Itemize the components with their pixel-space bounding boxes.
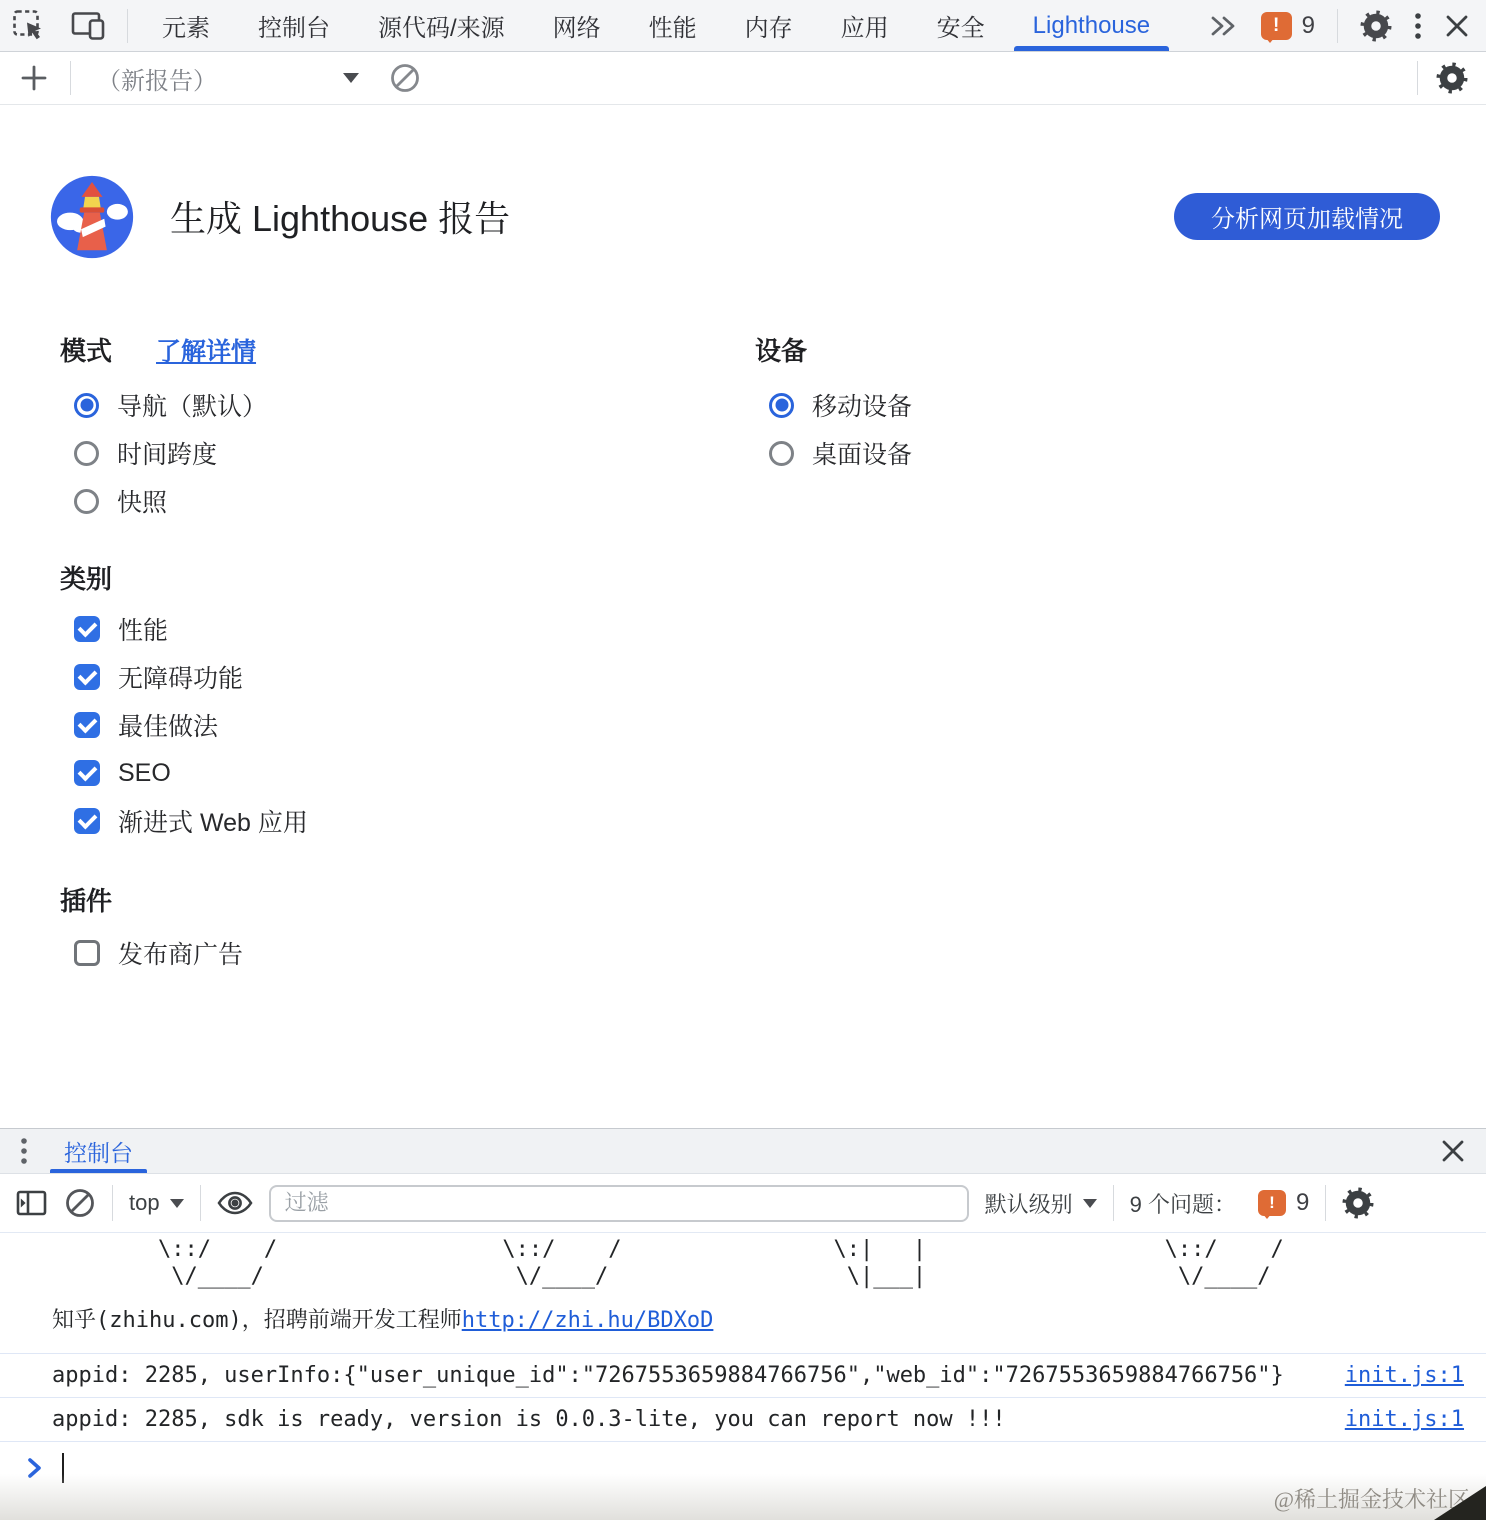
category-label: 最佳做法 (118, 713, 219, 741)
console-issues-indicator[interactable] (1258, 1189, 1309, 1217)
checkbox-unchecked-icon[interactable] (74, 940, 100, 966)
plugins-heading: 插件 (60, 886, 113, 916)
console-message-link[interactable]: http://zhi.hu/BDXoD (461, 1308, 714, 1333)
devtools-tabbar (0, 0, 1486, 52)
device-heading: 设备 (755, 336, 808, 366)
learn-more-link[interactable]: 了解详情 (156, 338, 257, 366)
category-label: 性能 (118, 617, 169, 645)
ascii-art-line: \/____/ \/____/ \|___| \/____/ (52, 1264, 1271, 1289)
log-level-select[interactable] (985, 1188, 1097, 1219)
console-drawer (0, 1128, 1486, 1494)
device-option-label: 桌面设备 (812, 441, 913, 469)
radio-selected-icon[interactable] (74, 393, 99, 418)
category-pwa[interactable] (60, 807, 308, 835)
mode-option-label: 快照 (117, 489, 168, 517)
plugins-section (60, 881, 243, 967)
page-title: 生成 Lighthouse 报告 (170, 198, 511, 240)
radio-icon[interactable] (74, 489, 99, 514)
tabbar-right-controls (1209, 9, 1470, 43)
execution-context-select[interactable] (129, 1190, 184, 1216)
mode-option-navigation[interactable] (60, 391, 267, 419)
device-option-mobile[interactable] (755, 391, 912, 419)
log-level-value: 默认级别 (984, 1191, 1073, 1217)
divider (70, 61, 71, 95)
radio-icon[interactable] (769, 441, 794, 466)
mode-heading: 模式 (60, 336, 113, 366)
category-label: 无障碍功能 (118, 665, 244, 693)
category-seo[interactable] (60, 759, 308, 787)
console-message-text: 知乎(zhihu.com)，招聘前端开发工程师 (52, 1308, 462, 1333)
console-message (0, 1398, 1486, 1442)
radio-icon[interactable] (74, 441, 99, 466)
tab-application[interactable]: 应用 (840, 15, 889, 42)
analyze-page-load-button[interactable]: 分析网页加载情况 (1174, 193, 1440, 240)
console-prompt[interactable] (0, 1442, 1486, 1494)
checkbox-checked-icon[interactable] (74, 808, 100, 834)
live-expression-eye-icon[interactable] (217, 1190, 253, 1216)
console-source-link[interactable]: init.js:1 (1344, 1363, 1464, 1388)
divider (1337, 9, 1338, 43)
report-select[interactable] (97, 61, 359, 96)
panel-tabs (138, 0, 1174, 51)
checkbox-checked-icon[interactable] (74, 760, 100, 786)
category-label: 渐进式 Web 应用 (118, 809, 308, 837)
mode-option-label: 导航（默认） (117, 393, 268, 421)
issues-badge-symbol: ! (1269, 1193, 1275, 1212)
ascii-art-line: \::/ / \::/ / \:| | \::/ / (52, 1237, 1284, 1262)
issues-count: 9 (1295, 1189, 1310, 1216)
divider (1417, 61, 1418, 95)
console-settings-gear-icon[interactable] (1342, 1187, 1374, 1219)
report-select-value: （新报告） (97, 67, 217, 95)
issues-badge-icon (1258, 1190, 1286, 1216)
checkbox-checked-icon[interactable] (74, 712, 100, 738)
divider (1113, 1185, 1114, 1221)
category-performance[interactable] (60, 615, 308, 643)
chevron-down-icon (1083, 1199, 1097, 1208)
tab-lighthouse[interactable]: Lighthouse (1009, 0, 1174, 51)
mode-section (60, 331, 267, 515)
console-sidebar-toggle-icon[interactable] (16, 1189, 48, 1217)
categories-section (60, 559, 308, 835)
chevron-down-icon (170, 1199, 184, 1208)
watermark-text: @稀土掘金技术社区 (1273, 1487, 1470, 1512)
settings-gear-icon[interactable] (1360, 10, 1392, 42)
plugin-label: 发布商广告 (118, 941, 244, 969)
checkbox-checked-icon[interactable] (74, 664, 100, 690)
tab-security[interactable]: 安全 (936, 15, 985, 42)
close-drawer-icon[interactable] (1440, 1138, 1466, 1164)
inspect-element-icon[interactable] (12, 9, 45, 42)
divider (200, 1185, 201, 1221)
drawer-header (0, 1129, 1486, 1174)
text-cursor (62, 1453, 64, 1483)
console-source-link[interactable]: init.js:1 (1344, 1407, 1464, 1432)
tab-console[interactable]: 控制台 (258, 15, 330, 42)
more-tabs-icon[interactable] (1209, 14, 1239, 38)
issues-badge-symbol: ! (1272, 14, 1280, 36)
category-best-practices[interactable] (60, 711, 308, 739)
issues-indicator[interactable] (1261, 12, 1315, 40)
chevron-down-icon (343, 73, 359, 83)
device-section (755, 331, 912, 467)
lighthouse-settings-gear-icon[interactable] (1436, 62, 1468, 94)
console-messages (0, 1233, 1486, 1494)
drawer-tab-console[interactable]: 控制台 (50, 1129, 147, 1173)
console-message-ascii-art (0, 1233, 1486, 1354)
checkbox-checked-icon[interactable] (74, 616, 100, 642)
issues-text: 9 个问题： (1129, 1191, 1236, 1217)
mode-option-timespan[interactable] (60, 439, 267, 467)
corner-fold-decoration (1434, 1486, 1486, 1520)
divider (112, 1185, 113, 1221)
device-option-desktop[interactable] (755, 439, 912, 467)
tabbar-lead-icons (12, 9, 107, 42)
mode-option-label: 时间跨度 (117, 441, 218, 469)
console-filter-input[interactable] (269, 1185, 969, 1222)
context-value: top (129, 1190, 160, 1215)
lighthouse-header (50, 167, 1440, 266)
kebab-menu-icon[interactable] (1414, 11, 1422, 41)
drawer-kebab-menu-icon[interactable] (20, 1136, 28, 1166)
console-message (0, 1354, 1486, 1398)
device-toolbar-icon[interactable] (71, 11, 107, 41)
tab-elements[interactable]: 元素 (162, 15, 210, 42)
clear-reports-icon[interactable] (389, 62, 421, 94)
tab-sources[interactable]: 源代码/来源 (378, 15, 505, 42)
radio-selected-icon[interactable] (769, 393, 794, 418)
divider (127, 9, 128, 43)
console-message-text: appid: 2285, userInfo:{"user_unique_id":"7267553659884766756","web_id":"7267553659884766756"} (52, 1363, 1284, 1388)
clear-console-icon[interactable] (64, 1187, 96, 1219)
category-accessibility[interactable] (60, 663, 308, 691)
plugin-publisher-ads[interactable] (60, 939, 243, 967)
category-label: SEO (118, 758, 171, 787)
tab-memory[interactable]: 内存 (744, 15, 793, 42)
console-prompt-chevron-icon (26, 1456, 43, 1480)
lighthouse-report-toolbar (0, 52, 1486, 105)
device-option-label: 移动设备 (812, 393, 913, 421)
new-report-plus-icon[interactable] (20, 64, 48, 92)
tab-performance[interactable]: 性能 (648, 15, 697, 42)
issues-badge-icon (1261, 12, 1292, 40)
console-toolbar (0, 1174, 1486, 1233)
tab-network[interactable]: 网络 (552, 15, 601, 42)
issues-count: 9 (1301, 11, 1315, 39)
lighthouse-panel (0, 105, 1486, 1128)
mode-option-snapshot[interactable] (60, 487, 267, 515)
divider (1325, 1185, 1326, 1221)
categories-heading: 类别 (60, 564, 113, 594)
lighthouse-logo-icon (50, 175, 134, 259)
console-message-text: appid: 2285, sdk is ready, version is 0.0.3-lite, you can report now !!! (52, 1407, 1006, 1432)
close-devtools-icon[interactable] (1444, 13, 1470, 39)
